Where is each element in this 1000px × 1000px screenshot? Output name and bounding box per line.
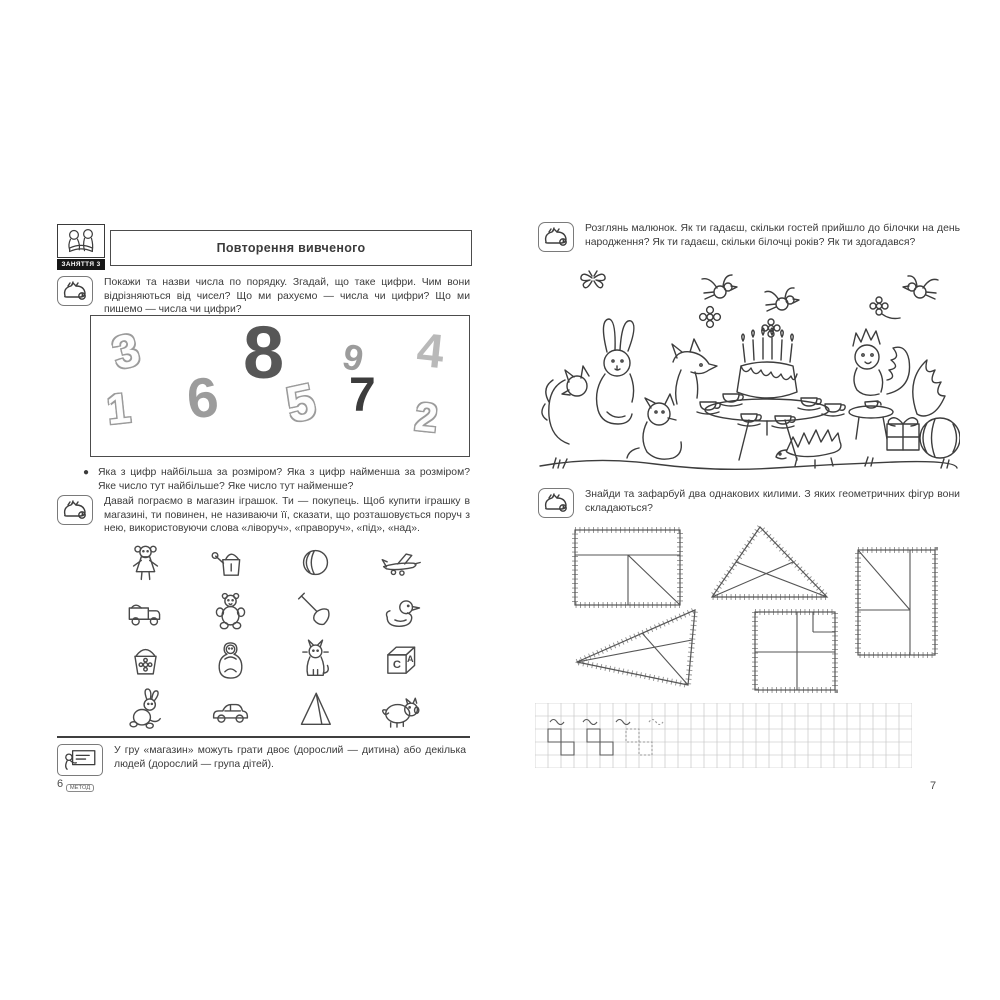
alphabet-cube-icon bbox=[378, 638, 423, 683]
task-carpets bbox=[538, 488, 960, 518]
task-toy-shop bbox=[57, 495, 470, 536]
page-number-right: 7 bbox=[930, 780, 937, 792]
digit-5: 5 bbox=[281, 372, 321, 434]
task-text: Покажи та назви числа по порядку. Згадай, що таке цифри. Чим вони відрізняються від чисел? Що ми рахуємо — числа чи цифри? Що ми пишемо — числа чи цифри? bbox=[104, 277, 470, 316]
pig-icon bbox=[378, 687, 423, 732]
digit-9: 9 bbox=[339, 335, 368, 380]
hedgehog-icon bbox=[538, 222, 574, 252]
teddy-bear-icon bbox=[208, 589, 253, 634]
task-text: Знайди та зафарбуй два однакових килими. З яких геометричних фігур вони складаються? bbox=[585, 489, 960, 514]
carpets-figure bbox=[540, 525, 960, 700]
toy-truck bbox=[103, 587, 188, 636]
doll-icon bbox=[123, 540, 168, 585]
task-text: Розглянь малюнок. Як ти гадаєш, скільки гостей прийшло до білочки на день народження? Як ти гадаєш, скільки білочці років? Як ти здогадався? bbox=[585, 223, 960, 248]
digit-7: 7 bbox=[349, 369, 376, 422]
left-triangle-carpet bbox=[577, 610, 695, 685]
footer-divider bbox=[57, 736, 470, 738]
cat-icon bbox=[293, 638, 338, 683]
toy-pyramid bbox=[273, 685, 358, 734]
bunny-icon bbox=[123, 687, 168, 732]
rectangle-carpet bbox=[575, 530, 680, 605]
left-page bbox=[55, 220, 475, 800]
toy-airplane bbox=[358, 538, 443, 587]
digit-1: 1 bbox=[104, 383, 133, 434]
squirrel-icon bbox=[849, 329, 910, 439]
toy-pig bbox=[358, 685, 443, 734]
airplane-icon bbox=[378, 540, 423, 585]
gift-box-icon bbox=[887, 418, 919, 450]
truck-icon bbox=[123, 589, 168, 634]
toy-duck bbox=[358, 587, 443, 636]
shovel-icon bbox=[293, 589, 338, 634]
bullet-dot: ● bbox=[83, 467, 90, 478]
toy-shovel bbox=[273, 587, 358, 636]
toy-watering-can bbox=[188, 538, 273, 587]
toy-teddy-bear bbox=[188, 587, 273, 636]
method-note-text: У гру «магазин» можуть грати двоє (дорослий — дитина) або декілька людей (дорослий — група дітей). bbox=[114, 745, 466, 770]
practice-grid bbox=[535, 703, 912, 768]
teacher-method-icon bbox=[57, 744, 103, 776]
triangle-carpet bbox=[712, 527, 827, 597]
right-page bbox=[530, 220, 960, 800]
children-reading-icon bbox=[57, 224, 105, 258]
flower-icon bbox=[870, 297, 900, 319]
hedgehog-icon bbox=[776, 430, 841, 468]
lesson-badge-label: ЗАНЯТТЯ 3 bbox=[57, 259, 105, 270]
matryoshka-icon bbox=[208, 638, 253, 683]
toys-grid bbox=[103, 538, 443, 734]
toy-toy-car bbox=[188, 685, 273, 734]
pyramid-icon bbox=[293, 687, 338, 732]
task-birthday-picture bbox=[538, 222, 960, 252]
digit-6: 6 bbox=[183, 364, 222, 431]
hare-icon bbox=[597, 319, 634, 424]
bullet-question-text: Яка з цифр найбільша за розміром? Яка з цифр найменша за розміром? Яке число тут найбільше? Яке число тут найменше? bbox=[98, 467, 470, 492]
fox-icon bbox=[542, 366, 589, 444]
digit-4: 4 bbox=[414, 323, 447, 380]
bird-icon bbox=[903, 276, 938, 299]
dog-icon bbox=[672, 339, 717, 404]
digit-3: 3 bbox=[107, 322, 145, 380]
bullet-question bbox=[83, 466, 470, 493]
butterfly-icon bbox=[581, 271, 605, 288]
hedgehog-icon bbox=[538, 488, 574, 518]
ball-icon bbox=[293, 540, 338, 585]
duck-icon bbox=[378, 589, 423, 634]
hedgehog-icon bbox=[57, 276, 93, 306]
watering-can-icon bbox=[208, 540, 253, 585]
toy-ball bbox=[273, 538, 358, 587]
toy-bucket bbox=[103, 636, 188, 685]
ball-icon bbox=[920, 418, 960, 458]
svg-text:С: С bbox=[392, 659, 402, 672]
birthday-party-illustration bbox=[535, 262, 960, 480]
birthday-cake bbox=[737, 328, 797, 398]
page-number-left: 6 bbox=[57, 778, 64, 790]
method-note bbox=[57, 744, 470, 794]
puppy-icon bbox=[627, 394, 681, 459]
bird-icon bbox=[702, 275, 737, 299]
bucket-icon bbox=[123, 638, 168, 683]
tall-rectangle-carpet bbox=[858, 550, 935, 655]
task-text: Давай пограємо в магазин іграшок. Ти — покупець. Щоб купити іграшку в магазині, ти повинен, не називаючи її, сказати, що розташовується поруч з нею, використовуючи слова «ліворуч», «праворуч», «під», «над». bbox=[104, 496, 470, 535]
digit-2: 2 bbox=[412, 394, 440, 442]
table bbox=[705, 399, 829, 460]
toy-cat bbox=[273, 636, 358, 685]
page-title: Повторення вивченого bbox=[110, 230, 472, 266]
digits-box bbox=[90, 311, 470, 457]
toy-car-icon bbox=[208, 687, 253, 732]
hedgehog-icon bbox=[57, 495, 93, 525]
toy-doll bbox=[103, 538, 188, 587]
bird-icon bbox=[765, 288, 799, 311]
lesson-badge bbox=[57, 224, 105, 270]
toy-alphabet-cube bbox=[358, 636, 443, 685]
flower-icon bbox=[700, 307, 721, 328]
toy-matryoshka bbox=[188, 636, 273, 685]
svg-text:А: А bbox=[407, 653, 414, 664]
fox-tail bbox=[913, 360, 945, 416]
digit-8: 8 bbox=[243, 311, 285, 394]
square-carpet bbox=[755, 612, 835, 690]
toy-bunny bbox=[103, 685, 188, 734]
method-icon-label: МЕТОД bbox=[66, 784, 94, 792]
